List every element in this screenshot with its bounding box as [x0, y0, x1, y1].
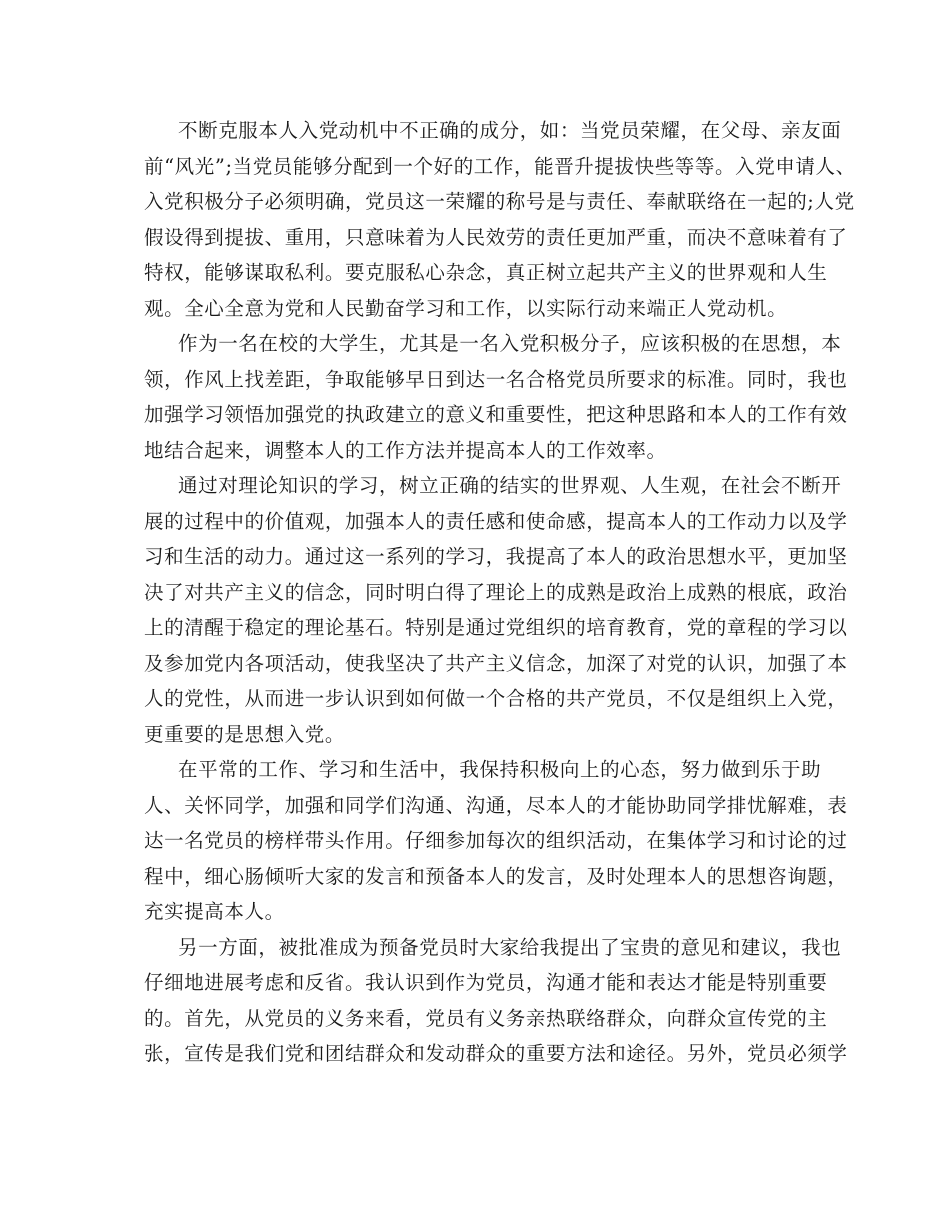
text-line: 领，作风上找差距，争取能够早日到达一名合格党员所要求的标准。同时，我也 — [144, 367, 848, 391]
text-line: 另一方面，被批准成为预备党员时大家给我提出了宝贵的意见和建议，我也 — [178, 935, 842, 959]
text-line: 及参加党内各项活动，使我坚决了共产主义信念，加深了对党的认识，加强了本 — [144, 651, 848, 675]
paragraph — [144, 113, 856, 326]
text-line: 展的过程中的价值观，加强本人的责任感和使命感，提高本人的工作动力以及学 — [144, 509, 848, 533]
text-line: 作为一名在校的大学生，尤其是一名入党积极分子，应该积极的在思想，本 — [178, 332, 842, 355]
text-line: 观。全心全意为党和人民勤奋学习和工作，以实际行动来端正人党动机。 — [144, 296, 788, 320]
text-line: 假设得到提拔、重用，只意味着为人民效劳的责任更加严重，而决不意味着有了 — [144, 225, 848, 249]
text-line: 充实提高本人。 — [144, 900, 285, 923]
paragraph — [144, 752, 848, 930]
text-line: 张，宣传是我们党和团结群众和发动群众的重要方法和途径。另外，党员必须学 — [144, 1042, 848, 1065]
text-line: 地结合起来，调整本人的工作方法并提高本人的工作效率。 — [144, 438, 667, 462]
text-line: 通过对理论知识的学习，树立正确的结实的世界观、人生观，在社会不断开 — [178, 474, 842, 497]
text-line: 达一名党员的榜样带头作用。仔细参加每次的组织活动，在集体学习和讨论的过 — [144, 829, 848, 852]
text-line: 决了对共产主义的信念，同时明白得了理论上的成熟是政治上成熟的根底，政治 — [144, 580, 848, 604]
text-line: 程中，细心肠倾听大家的发言和预备本人的发言，及时处理本人的思想咨询题， — [144, 864, 848, 888]
text-line: 不断克服本人入党动机中不正确的成分，如：当党员荣耀，在父母、亲友面 — [178, 119, 842, 142]
text-line: 的。首先，从党员的义务来看，党员有义务亲热联络群众，向群众宣传党的主 — [144, 1006, 828, 1030]
text-line: 入党积极分子必须明确，党员这一荣耀的称号是与责任、奉献联络在一起的;人党 — [144, 190, 855, 213]
text-line: 上的清醒于稳定的理论基石。特别是通过党组织的培育教育，党的章程的学习以 — [144, 616, 848, 639]
text-line: 习和生活的动力。通过这一系列的学习，我提高了本人的政治思想水平，更加坚 — [144, 545, 848, 568]
text-line: 特权，能够谋取私利。要克服私心杂念，真正树立起共产主义的世界观和人生 — [144, 261, 828, 284]
text-line: 仔细地进展考虑和反省。我认识到作为党员，沟通才能和表达才能是特别重要 — [144, 971, 828, 994]
text-line: 前“风光”;当党员能够分配到一个好的工作，能晋升提拔快些等等。入党申请人、 — [144, 154, 856, 178]
paragraph — [144, 468, 848, 752]
text-line: 人、关怀同学，加强和同学们沟通、沟通，尽本人的才能协助同学排忧解难，表 — [144, 793, 848, 817]
text-line: 加强学习领悟加强党的执政建立的意义和重要性，把这种思路和本人的工作有效 — [144, 403, 848, 426]
text-line: 在平常的工作、学习和生活中，我保持积极向上的心态，努力做到乐于助 — [178, 758, 822, 781]
paragraph — [144, 930, 848, 1072]
document-body — [144, 113, 856, 1072]
paragraph — [144, 326, 848, 468]
text-line: 人的党性，从而进一步认识到如何做一个合格的共产党员，不仅是组织上入党， — [144, 687, 848, 710]
text-line: 更重要的是思想入党。 — [144, 722, 346, 746]
